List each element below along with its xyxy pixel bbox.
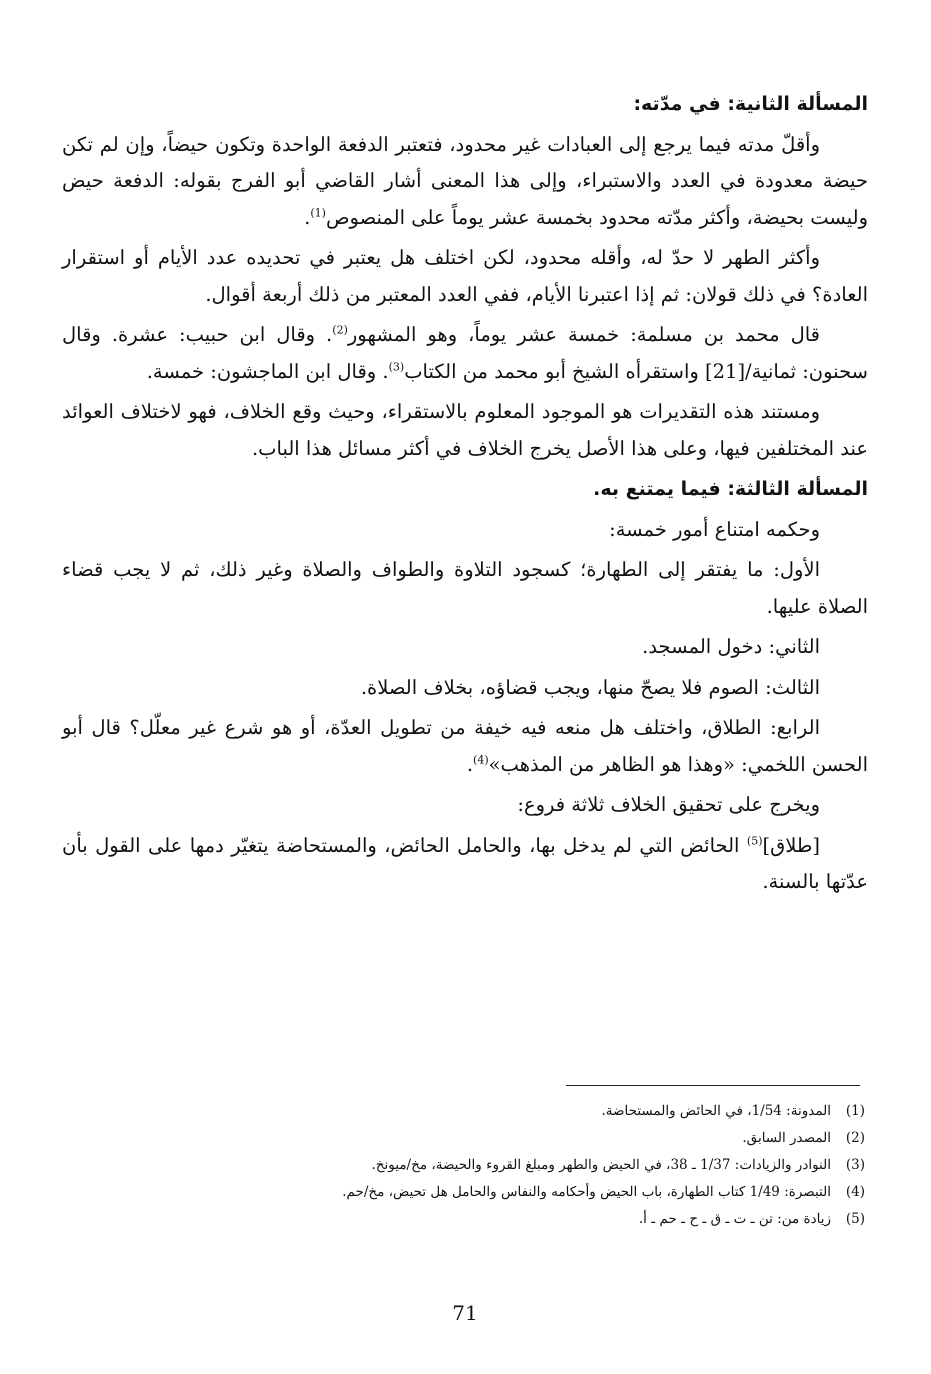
paragraph-purity-period: وأكثر الطهر لا حدّ له، وأقله محدود، لكن اختلف هل يعتبر في تحديده عدد الأيام أو استقرار العادة؟ في ذلك قولان: ثم إذا اعتبرنا الأيام، ففي العدد المعتبر من ذلك أربعة أقوال.: [62, 246, 868, 306]
footnote-item: (5) زيادة من: تن ـ ت ـ ق ـ ح ـ حم ـ أ.: [638, 1211, 865, 1227]
paragraph-branches: ويخرج على تحقيق الخلاف ثلاثة فروع:: [517, 793, 820, 816]
section-heading-duration: المسألة الثانية: في مدّته:: [633, 93, 868, 115]
paragraph-basis: ومستند هذه التقديرات هو الموجود المعلوم بالاستقراء، وحيث وقع الخلاف، فهو لاختلاف العوائد عند المختلفين فيها، وعلى هذا الأصل يخرج الخلاف في أكثر مسائل هذا الباب.: [62, 400, 868, 460]
list-item-first: الأول: ما يفتقر إلى الطهارة؛ كسجود التلاوة والطواف والصلاة وغير ذلك، ثم لا يجب قضاء الصلاة عليها.: [62, 558, 868, 618]
list-item-second: الثاني: دخول المسجد.: [642, 635, 820, 658]
footnote-item: (4) التبصرة: 1/49 كتاب الطهارة، باب الحيض وأحكامه والنفاس والحامل هل تحيض، مخ/حم.: [342, 1184, 865, 1200]
list-item-third: الثالث: الصوم فلا يصحّ منها، ويجب قضاؤه، بخلاف الصلاة.: [360, 675, 820, 699]
paragraph-five-matters: وحكمه امتناع أمور خمسة:: [609, 517, 820, 541]
page-number: 71: [452, 1301, 478, 1325]
footnote-ref-2[interactable]: (2): [332, 323, 348, 337]
footnote-ref-4[interactable]: (4): [473, 753, 489, 766]
section-heading-prohibitions: المسألة الثالثة: فيما يمتنع به.: [593, 478, 868, 500]
footnote-divider: [566, 1085, 860, 1086]
footnote-ref-1[interactable]: (1): [310, 206, 326, 219]
paragraph-opinions: قال محمد بن مسلمة: خمسة عشر يوماً، وهو المشهور$^{(2)}$. وقال ابن حبيب: عشرة. وقال سحنون: ثمانية/[21] واستقرأه الشيخ أبو محمد من الكتاب$^{(3)}$. وقال ابن الماجشون: خمسة.: [62, 323, 868, 383]
footnote-ref-3[interactable]: (3): [388, 360, 405, 373]
footnote-item: (2) المصدر السابق.: [742, 1130, 865, 1146]
main-text: [62, 84, 868, 905]
paragraph-minimum-duration: وأقلّ مدته فيما يرجع إلى العبادات غير محدود، فتعتبر الدفعة الواحدة وتكون حيضاً، وإن لم تكن حيضة معدودة في العدد والاستبراء، وإلى هذا المعنى أشار القاضي أبو الفرج بقوله: الدفعة حيض وليست بحيضة، وأكثر مدّته محدود بخمسة عشر يوماً على المنصوص$^{(1)}$.: [62, 132, 868, 229]
footnote-ref-5[interactable]: (5): [746, 834, 763, 847]
footnotes: [150, 1098, 865, 1233]
paragraph-divorce-cases: [طلاق]$^{(5)}$ الحائض التي لم يدخل بها، والحامل الحائض، والمستحاضة يتغيّر دمها على القول بأن عدّتها بالسنة.: [62, 833, 868, 893]
footnote-item: (1) المدونة: 1/54، في الحائض والمستحاضة.: [601, 1103, 865, 1119]
list-item-fourth: الرابع: الطلاق، واختلف هل منعه فيه خيفة من تطويل العدّة، أو هو شرع غير معلّل؟ قال أبو الحسن اللخمي: «وهذا هو الظاهر من المذهب»$^{(4)}$.: [62, 716, 868, 776]
footnote-item: (3) النوادر والزيادات: 1/37 ـ 38، في الحيض والطهر ومبلغ القروء والحيضة، مخ/ميونخ.: [371, 1157, 865, 1173]
